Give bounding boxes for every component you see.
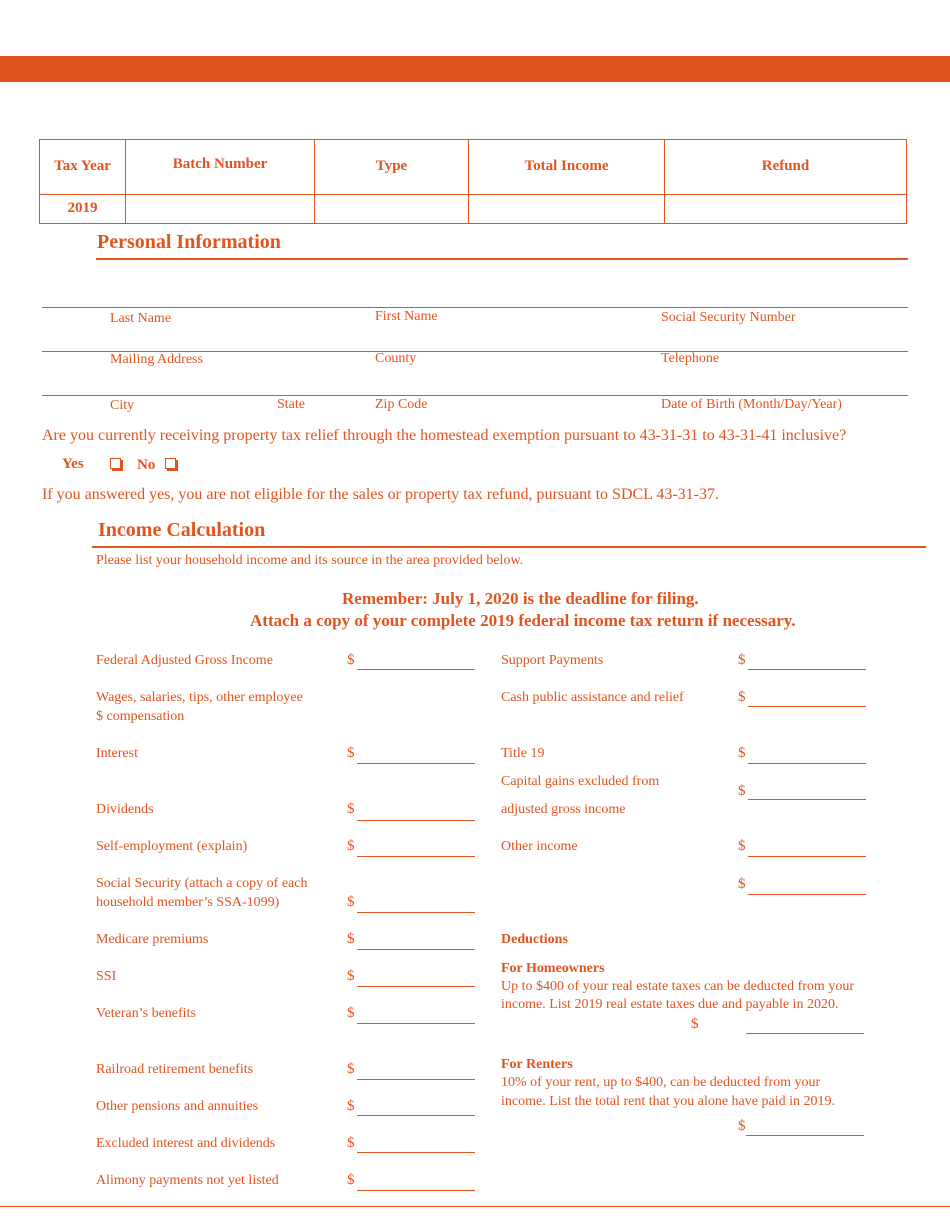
yes-label: Yes [62,456,84,472]
cash-assistance-label: Cash public assistance and relief [501,690,684,705]
capital-gains-field[interactable] [748,799,866,800]
office-use-table [39,139,907,224]
renters-rent-field[interactable] [746,1135,864,1136]
capital-gains-label: Capital gains excluded from [501,774,660,789]
homestead-question: Are you currently receiving property tax relief through the homestead exemption pursuant to 43-31-31 to 43-31-41 inclusive? [42,427,847,444]
other-income-label: Other income [501,839,578,854]
interest-field[interactable] [357,763,475,764]
homeowners-taxes-field[interactable] [746,1033,864,1034]
support-label: Support Payments [501,653,604,668]
capital-gains-dollar: $ [738,783,746,799]
capital-gains-label-2: adjusted gross income [501,802,626,817]
last-name-label: Last Name [110,311,172,326]
table-row [40,194,907,223]
renters-dollar: $ [738,1118,746,1134]
income-instruction: Please list your household income and its source in the area provided below. [96,553,524,568]
personal-info-rule [96,258,908,260]
pensions-label: Other pensions and annuities [96,1099,259,1114]
mailing-address-label: Mailing Address [110,352,203,367]
fagi-dollar: $ [347,652,355,668]
fagi-label: Federal Adjusted Gross Income [96,653,273,668]
alimony-label: Alimony payments not yet listed [96,1173,279,1188]
yes-option[interactable] [62,456,84,473]
field-line-3[interactable] [42,395,908,396]
wages-label: Wages, salaries, tips, other employee [96,690,303,705]
eligibility-note: If you answered yes, you are not eligible for the sales or property tax refund, pursuant to SDCL 43-31-37. [42,486,720,503]
other-income-dollar: $ [738,838,746,854]
dividends-field[interactable] [357,820,475,821]
veteran-dollar: $ [347,1005,355,1021]
renters-title: For Renters [501,1057,573,1072]
dividends-dollar: $ [347,801,355,817]
other-income-2-dollar: $ [738,876,746,892]
renters-text-2: income. List the total rent that you alone have paid in 2019. [501,1094,835,1109]
interest-dollar: $ [347,745,355,761]
homeowners-dollar: $ [691,1016,699,1032]
type-field[interactable] [315,194,469,223]
medicare-dollar: $ [347,931,355,947]
fagi-field[interactable] [357,669,475,670]
excluded-field[interactable] [357,1152,475,1153]
col-batch-number: Batch Number [126,140,315,195]
tax-year-value: 2019 [40,194,126,223]
homeowners-title: For Homeowners [501,961,605,976]
yes-checkbox[interactable] [110,458,121,469]
income-calc-rule [92,546,926,548]
col-type: Type [315,140,469,195]
homeowners-text: Up to $400 of your real estate taxes can be deducted from your [501,979,854,994]
col-refund: Refund [665,140,907,195]
personal-info-title: Personal Information [97,231,281,253]
telephone-label: Telephone [661,351,720,366]
medicare-field[interactable] [357,949,475,950]
excluded-label: Excluded interest and dividends [96,1136,276,1151]
medicare-label: Medicare premiums [96,932,209,947]
wages-label-2: $ compensation [96,709,185,724]
attach-reminder: Attach a copy of your complete 2019 federal income tax return if necessary. [250,611,796,630]
county-label: County [375,351,417,366]
batch-number-field[interactable] [126,194,315,223]
railroad-dollar: $ [347,1061,355,1077]
cash-assistance-field[interactable] [748,706,866,707]
zip-label: Zip Code [375,397,428,412]
no-checkbox[interactable] [165,458,176,469]
self-employment-dollar: $ [347,838,355,854]
total-income-field[interactable] [469,194,665,223]
city-label: City [110,398,135,413]
alimony-field[interactable] [357,1190,475,1191]
alimony-dollar: $ [347,1172,355,1188]
title19-label: Title 19 [501,746,545,761]
col-tax-year: Tax Year [40,140,126,195]
field-line-1[interactable] [42,307,908,308]
dividends-label: Dividends [96,802,154,817]
dob-label: Date of Birth (Month/Day/Year) [661,397,842,412]
self-employment-label: Self-employment (explain) [96,839,248,854]
table-header-row [40,140,907,195]
excluded-dollar: $ [347,1135,355,1151]
deductions-title: Deductions [501,932,568,947]
railroad-label: Railroad retirement benefits [96,1062,254,1077]
other-income-field[interactable] [748,856,866,857]
support-dollar: $ [738,652,746,668]
veteran-label: Veteran’s benefits [96,1006,196,1021]
interest-label: Interest [96,746,138,761]
support-field[interactable] [748,669,866,670]
top-banner [0,56,950,82]
homeowners-text-2: income. List 2019 real estate taxes due and payable in 2020. [501,997,839,1012]
veteran-field[interactable] [357,1023,475,1024]
railroad-field[interactable] [357,1079,475,1080]
title19-dollar: $ [738,745,746,761]
refund-field[interactable] [665,194,907,223]
other-income-field-2[interactable] [748,894,866,895]
first-name-label: First Name [375,309,438,324]
social-security-dollar: $ [347,894,355,910]
cash-assistance-dollar: $ [738,689,746,705]
ssi-label: SSI [96,969,117,984]
social-security-label: Social Security (attach a copy of each [96,876,308,891]
no-label: No [137,457,156,473]
deadline-reminder: Remember: July 1, 2020 is the deadline for filing. [342,589,699,608]
ssi-field[interactable] [357,986,475,987]
income-calc-title: Income Calculation [98,519,266,541]
bottom-rule [0,1206,950,1207]
ssi-dollar: $ [347,968,355,984]
social-security-label-2: household member’s SSA-1099) [96,895,280,910]
pensions-dollar: $ [347,1098,355,1114]
no-option[interactable] [137,457,155,474]
social-security-field[interactable] [357,912,475,913]
ssn-label: Social Security Number [661,310,796,325]
self-employment-field[interactable] [357,856,475,857]
title19-field[interactable] [748,763,866,764]
renters-text: 10% of your rent, up to $400, can be deducted from your [501,1075,821,1090]
pensions-field[interactable] [357,1115,475,1116]
col-total-income: Total Income [469,140,665,195]
state-label: State [277,397,305,412]
